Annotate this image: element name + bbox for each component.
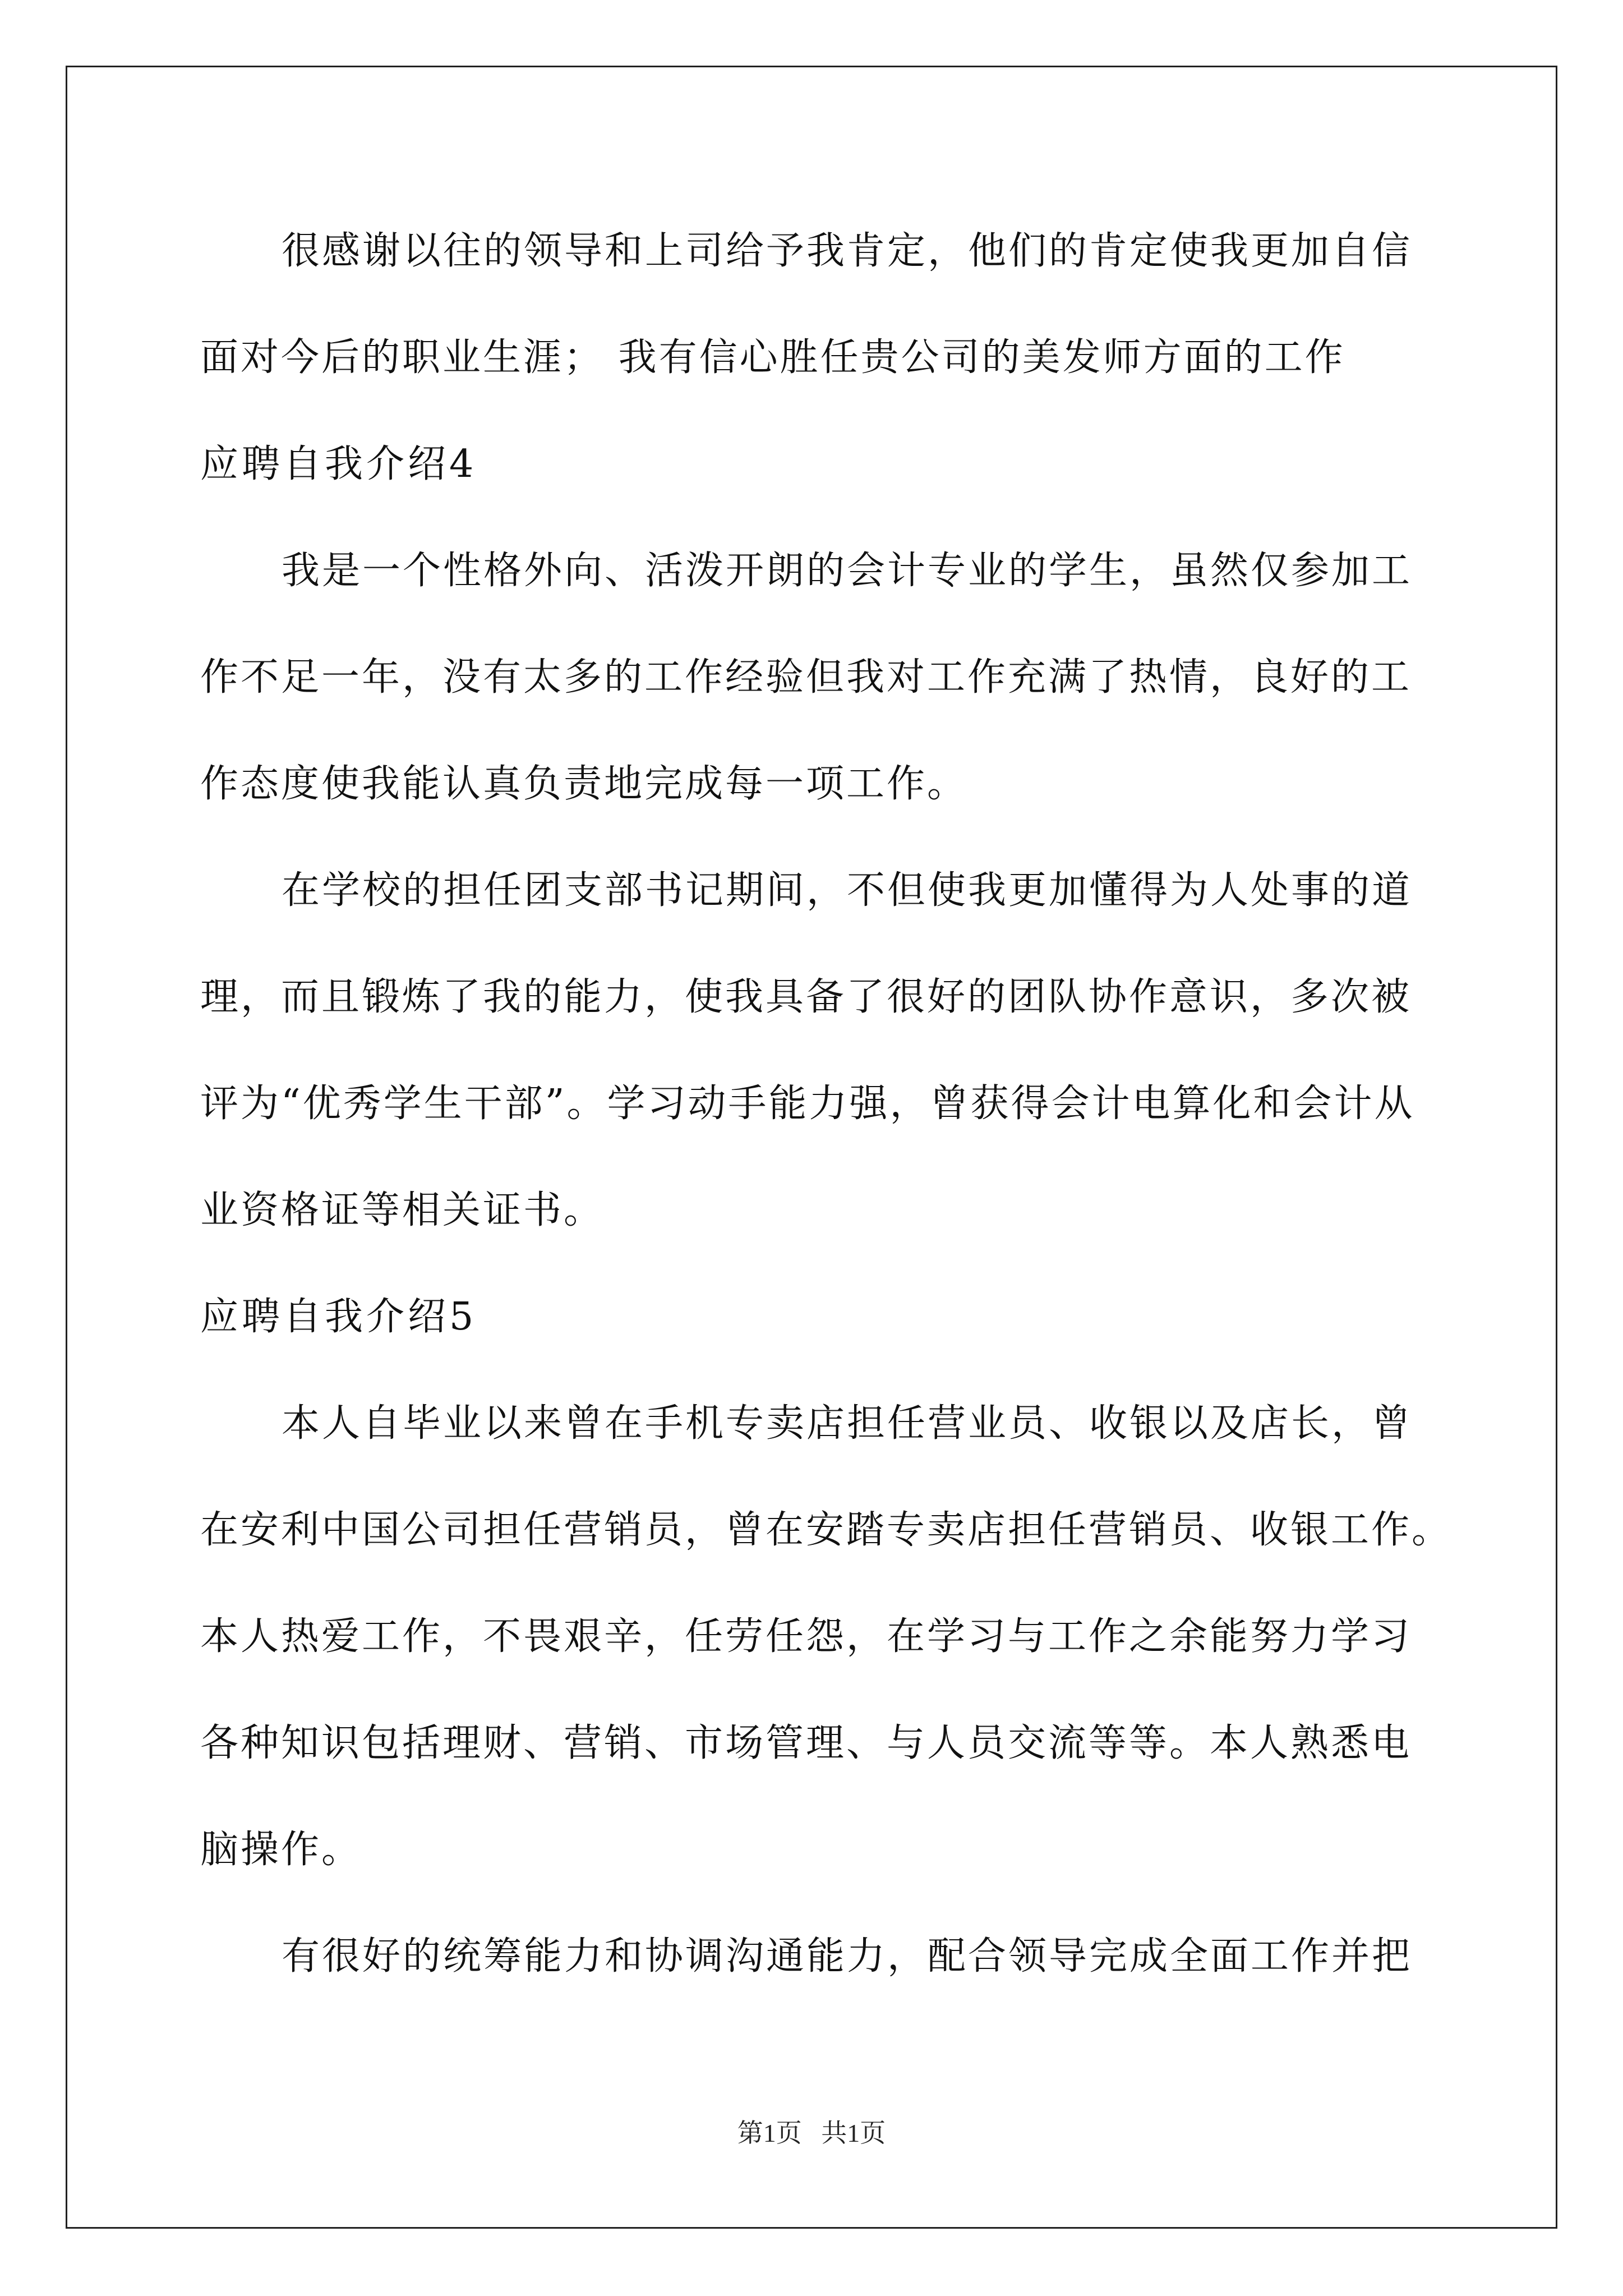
paragraph-line: 各种知识包括理财、营销、市场管理、与人员交流等等。本人熟悉电	[200, 1721, 1412, 1765]
paragraph-line: 我是一个性格外向、活泼开朗的会计专业的学生，虽然仅参加工	[282, 549, 1413, 593]
paragraph-line: 本人热爱工作，不畏艰辛，任劳任怨，在学习与工作之余能努力学习	[200, 1614, 1412, 1659]
paragraph-line: 评为“优秀学生干部”。学习动手能力强，曾获得会计电算化和会计从	[200, 1082, 1415, 1126]
paragraph-line: 作态度使我能认真负责地完成每一项工作。	[200, 762, 968, 806]
paragraph-line: 在学校的担任团支部书记期间，不但使我更加懂得为人处事的道	[282, 868, 1413, 913]
paragraph-line: 面对今后的职业生涯； 我有信心胜任贵公司的美发师方面的工作	[200, 335, 1345, 380]
paragraph-line: 有很好的统筹能力和协调沟通能力，配合领导完成全面工作并把	[282, 1934, 1413, 1978]
paragraph-line: 作不足一年，没有太多的工作经验但我对工作充满了热情，良好的工	[200, 655, 1412, 700]
section-heading: 应聘自我介绍4	[200, 442, 477, 486]
paragraph-line: 脑操作。	[200, 1828, 362, 1872]
page-border	[66, 66, 1557, 2229]
section-heading: 应聘自我介绍5	[200, 1295, 477, 1339]
page-number-footer: 第1页 共1页	[737, 2119, 886, 2147]
paragraph-line: 很感谢以往的领导和上司给予我肯定，他们的肯定使我更加自信	[282, 229, 1413, 273]
paragraph-line: 本人自毕业以来曾在手机专卖店担任营业员、收银以及店长，曾	[282, 1401, 1413, 1446]
paragraph-line: 业资格证等相关证书。	[200, 1188, 605, 1232]
paragraph-line: 理，而且锻炼了我的能力，使我具备了很好的团队协作意识，多次被	[200, 975, 1412, 1019]
paragraph-line: 在安利中国公司担任营销员，曾在安踏专卖店担任营销员、收银工作。	[200, 1508, 1453, 1552]
